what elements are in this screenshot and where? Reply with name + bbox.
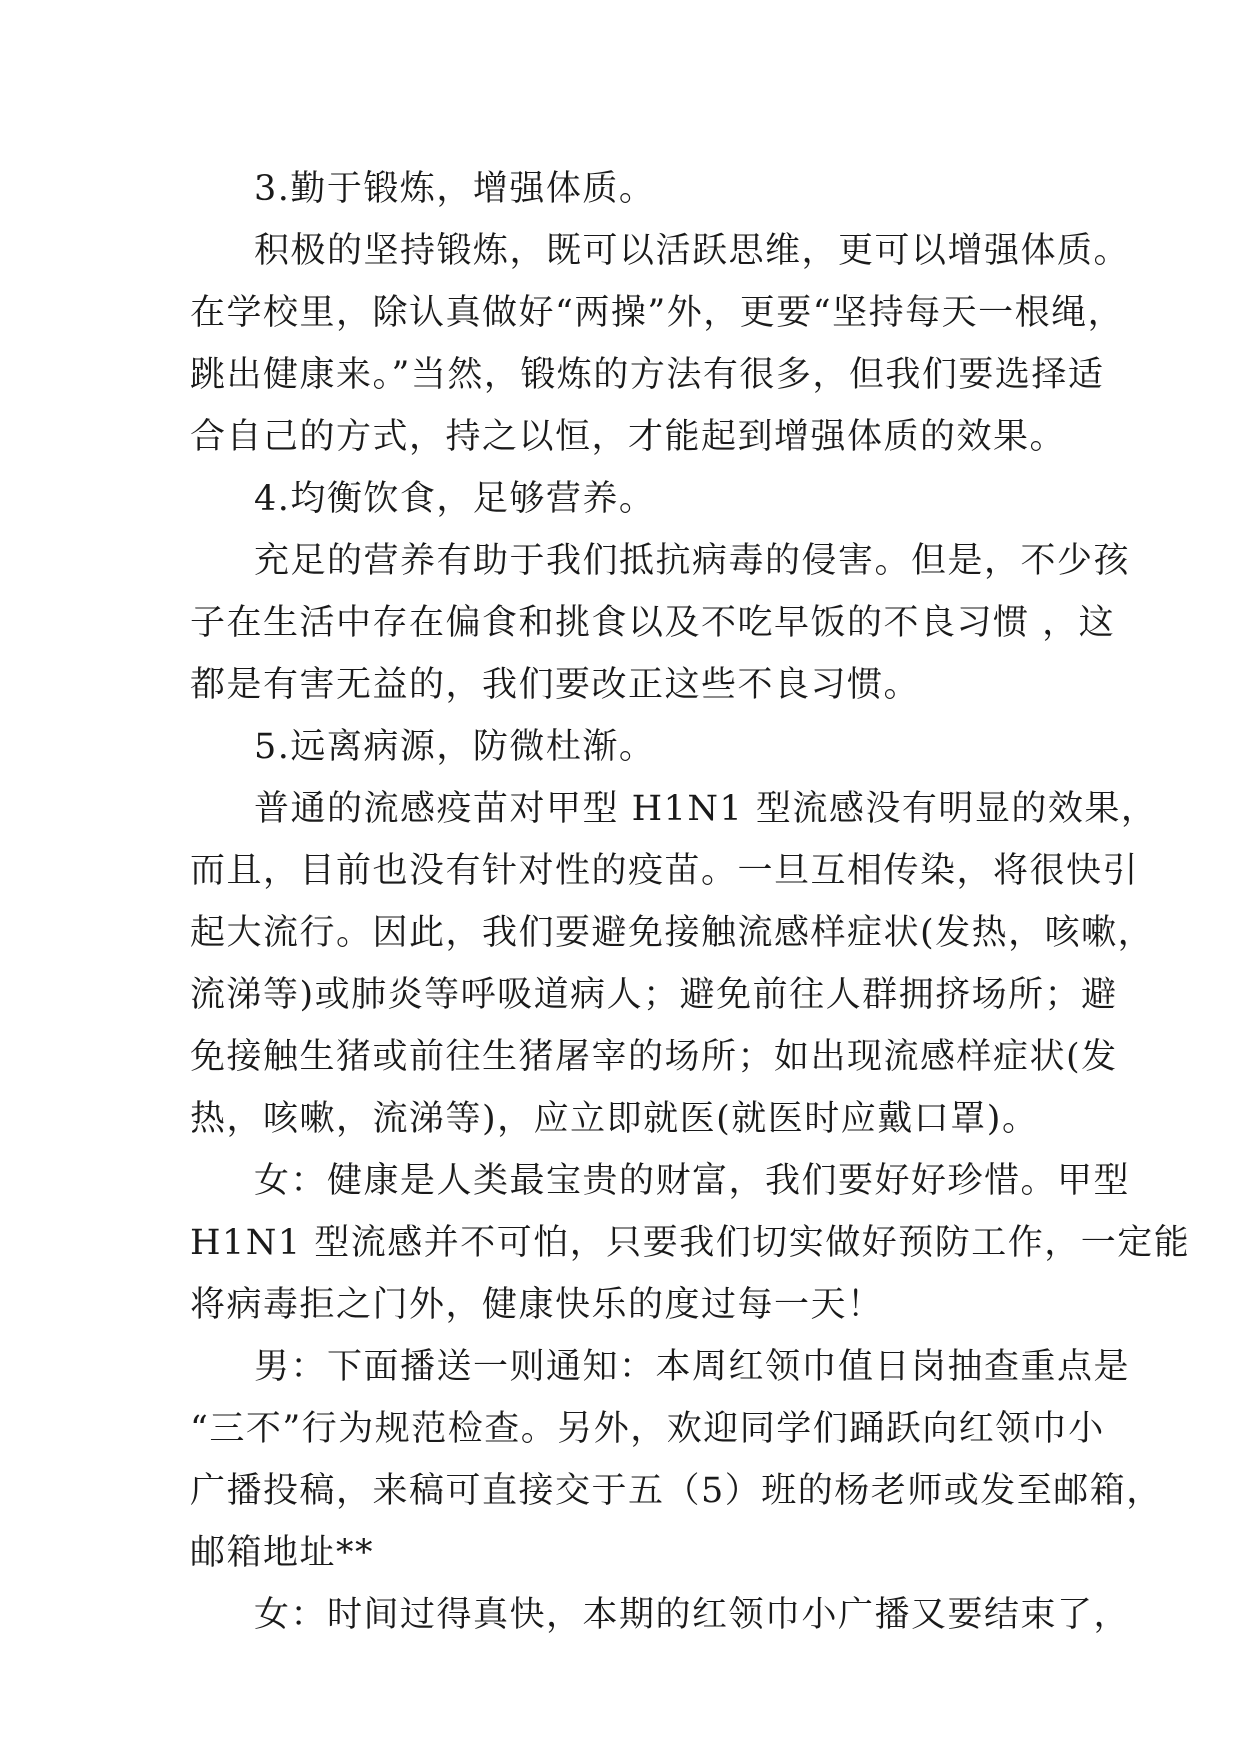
text-line: 而且，目前也没有针对性的疫苗。一旦互相传染，将很快引 xyxy=(190,851,1140,891)
text-line: 积极的坚持锻炼，既可以活跃思维，更可以增强体质。 xyxy=(254,231,1131,271)
section-heading-exercise: 3.勤于锻炼，增强体质。 xyxy=(254,169,656,209)
text-line: 流涕等)或肺炎等呼吸道病人；避免前往人群拥挤场所；避 xyxy=(190,975,1118,1015)
text-line: 跳出健康来。”当然，锻炼的方法有很多，但我们要选择适 xyxy=(190,355,1105,395)
text-line: 子在生活中存在偏食和挑食以及不吃早饭的不良习惯 ，这 xyxy=(190,603,1116,643)
dialogue-line-female: 女：时间过得真快，本期的红领巾小广播又要结束了， xyxy=(254,1595,1131,1635)
text-line: “三不”行为规范检查。另外，欢迎同学们踊跃向红领巾小 xyxy=(190,1409,1105,1449)
text-line: 广播投稿，来稿可直接交于五（5）班的杨老师或发至邮箱， xyxy=(190,1471,1163,1511)
text-line: 邮箱地址** xyxy=(190,1533,375,1573)
section-heading-prevention: 5.远离病源，防微杜渐。 xyxy=(254,727,656,767)
text-line: 将病毒拒之门外，健康快乐的度过每一天！ xyxy=(190,1285,884,1325)
text-line: 普通的流感疫苗对甲型 H1N1 型流感没有明显的效果， xyxy=(254,789,1158,829)
text-line: 起大流行。因此，我们要避免接触流感样症状(发热，咳嗽， xyxy=(190,913,1155,953)
text-line: 合自己的方式，持之以恒，才能起到增强体质的效果。 xyxy=(190,417,1067,457)
document-body xyxy=(190,158,1191,1646)
text-line: 充足的营养有助于我们抵抗病毒的侵害。但是，不少孩 xyxy=(254,541,1131,581)
text-line: 免接触生猪或前往生猪屠宰的场所；如出现流感样症状(发 xyxy=(190,1037,1118,1077)
dialogue-line-female: 女：健康是人类最宝贵的财富，我们要好好珍惜。甲型 xyxy=(254,1161,1131,1201)
text-line: 热，咳嗽，流涕等)，应立即就医(就医时应戴口罩)。 xyxy=(190,1099,1039,1139)
text-line: 都是有害无益的，我们要改正这些不良习惯。 xyxy=(190,665,921,705)
section-heading-diet: 4.均衡饮食，足够营养。 xyxy=(254,479,656,519)
text-line: H1N1 型流感并不可怕，只要我们切实做好预防工作，一定能 xyxy=(190,1223,1191,1263)
text-line: 在学校里，除认真做好“两操”外，更要“坚持每天一根绳， xyxy=(190,293,1125,333)
dialogue-line-male: 男：下面播送一则通知：本周红领巾值日岗抽查重点是 xyxy=(254,1347,1131,1387)
